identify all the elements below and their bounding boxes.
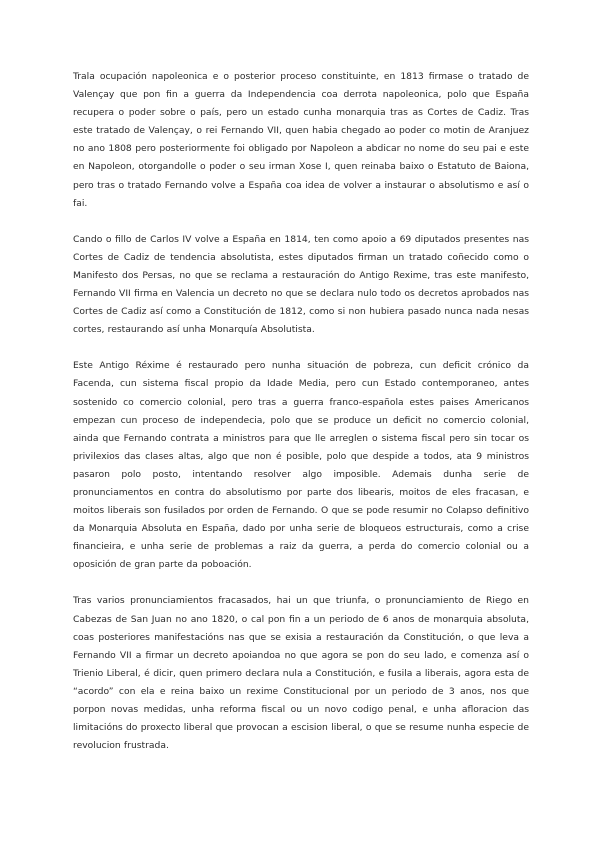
paragraph-4: Tras varios pronunciamientos fracasados, hai un que triunfa, o pronunciamiento de Riego en Cabezas de San Juan no ano 1820, o cal pon fin a un periodo de 6 anos de monarquia absoluta, coas posteriores manifestacións nas que se exisia a restauración da Constitución, o que leva a Fernando VII a firmar un decreto apoiandoa no que agora se pon do seu lado, e comenza así o Trienio Liberal, é dicir, quen primero declara nula a Constitución, e fusila a liberais, agora esta de “acordo” con ela e reina baixo un rexime Constitucional por un periodo de 3 anos, nos que porpon novas medidas, unha reforma fiscal ou un novo codigo penal, e unha afloracion das limitacións do proxecto liberal que provocan a escision liberal, o que se resume nunha especie de revolucion frustrada. [73,595,529,752]
paragraph-3: Este Antigo Réxime é restaurado pero nunha situación de pobreza, cun deficit crónico da Facenda, cun sistema fiscal propio da Idade Media, pero cun Estado contemporaneo, antes sostenido co comercio colonial, pero tras a guerra franco-española estes paises Americanos empezan cun proceso de independecia, polo que se produce un deficit no comercio colonial, ainda que Fernando contrata a ministros para que lle arreglen o sistema fiscal pero sin tocar os privilexios das clases altas, algo que non é posible, polo que despide a todos, ata 9 ministros pasaron polo posto, intentando resolver algo imposible. Ademais dunha serie de pronunciamentos en contra do absolutismo por parte dos libearis, moitos de eles fracasan, e moitos liberais son fusilados por orden de Fernando. O que se pode resumir no Colapso definitivo da Monarquia Absoluta en España, dado por unha serie de bloqueos estructurais, como a crise financieira, e unha serie de problemas a raiz da guerra, a perda do comercio colonial ou a oposición de gran parte da poboación. [73,360,529,571]
paragraph-1: Trala ocupación napoleonica e o posterior proceso constituinte, en 1813 firmase o tratado de Valençay que pon fin a guerra da Independencia coa derrota napoleonica, polo que España recupera o poder sobre o país, pero un estado cunha monarquia tras as Cortes de Cadiz. Tras este tratado de Valençay, o rei Fernando VII, quen habia chegado ao poder co motin de Aranjuez no ano 1808 pero posteriormente foi obligado por Napoleon a abdicar no nome do seu pai e este en Napoleon, otorgandolle o poder o seu irman Xose I, quen reinaba baixo o Estatuto de Baiona, pero tras o tratado Fernando volve a España coa idea de volver a instaurar o absolutismo e así o fai. [73,71,529,209]
document-body [73,68,529,755]
paragraph-2: Cando o fillo de Carlos IV volve a España en 1814, ten como apoio a 69 diputados presentes nas Cortes de Cadiz de tendencia absolutista, estes diputados firman un tratado coñecido como o Manifesto dos Persas, no que se reclama a restauración do Antigo Rexime, tras este manifesto, Fernando VII firma en Valencia un decreto no que se declara nulo todo os decretos aprobados nas Cortes de Cadiz así como a Constitución de 1812, como si non hubiera pasado nunca nada nesas cortes, restaurando así unha Monarquía Absolutista. [73,233,529,336]
